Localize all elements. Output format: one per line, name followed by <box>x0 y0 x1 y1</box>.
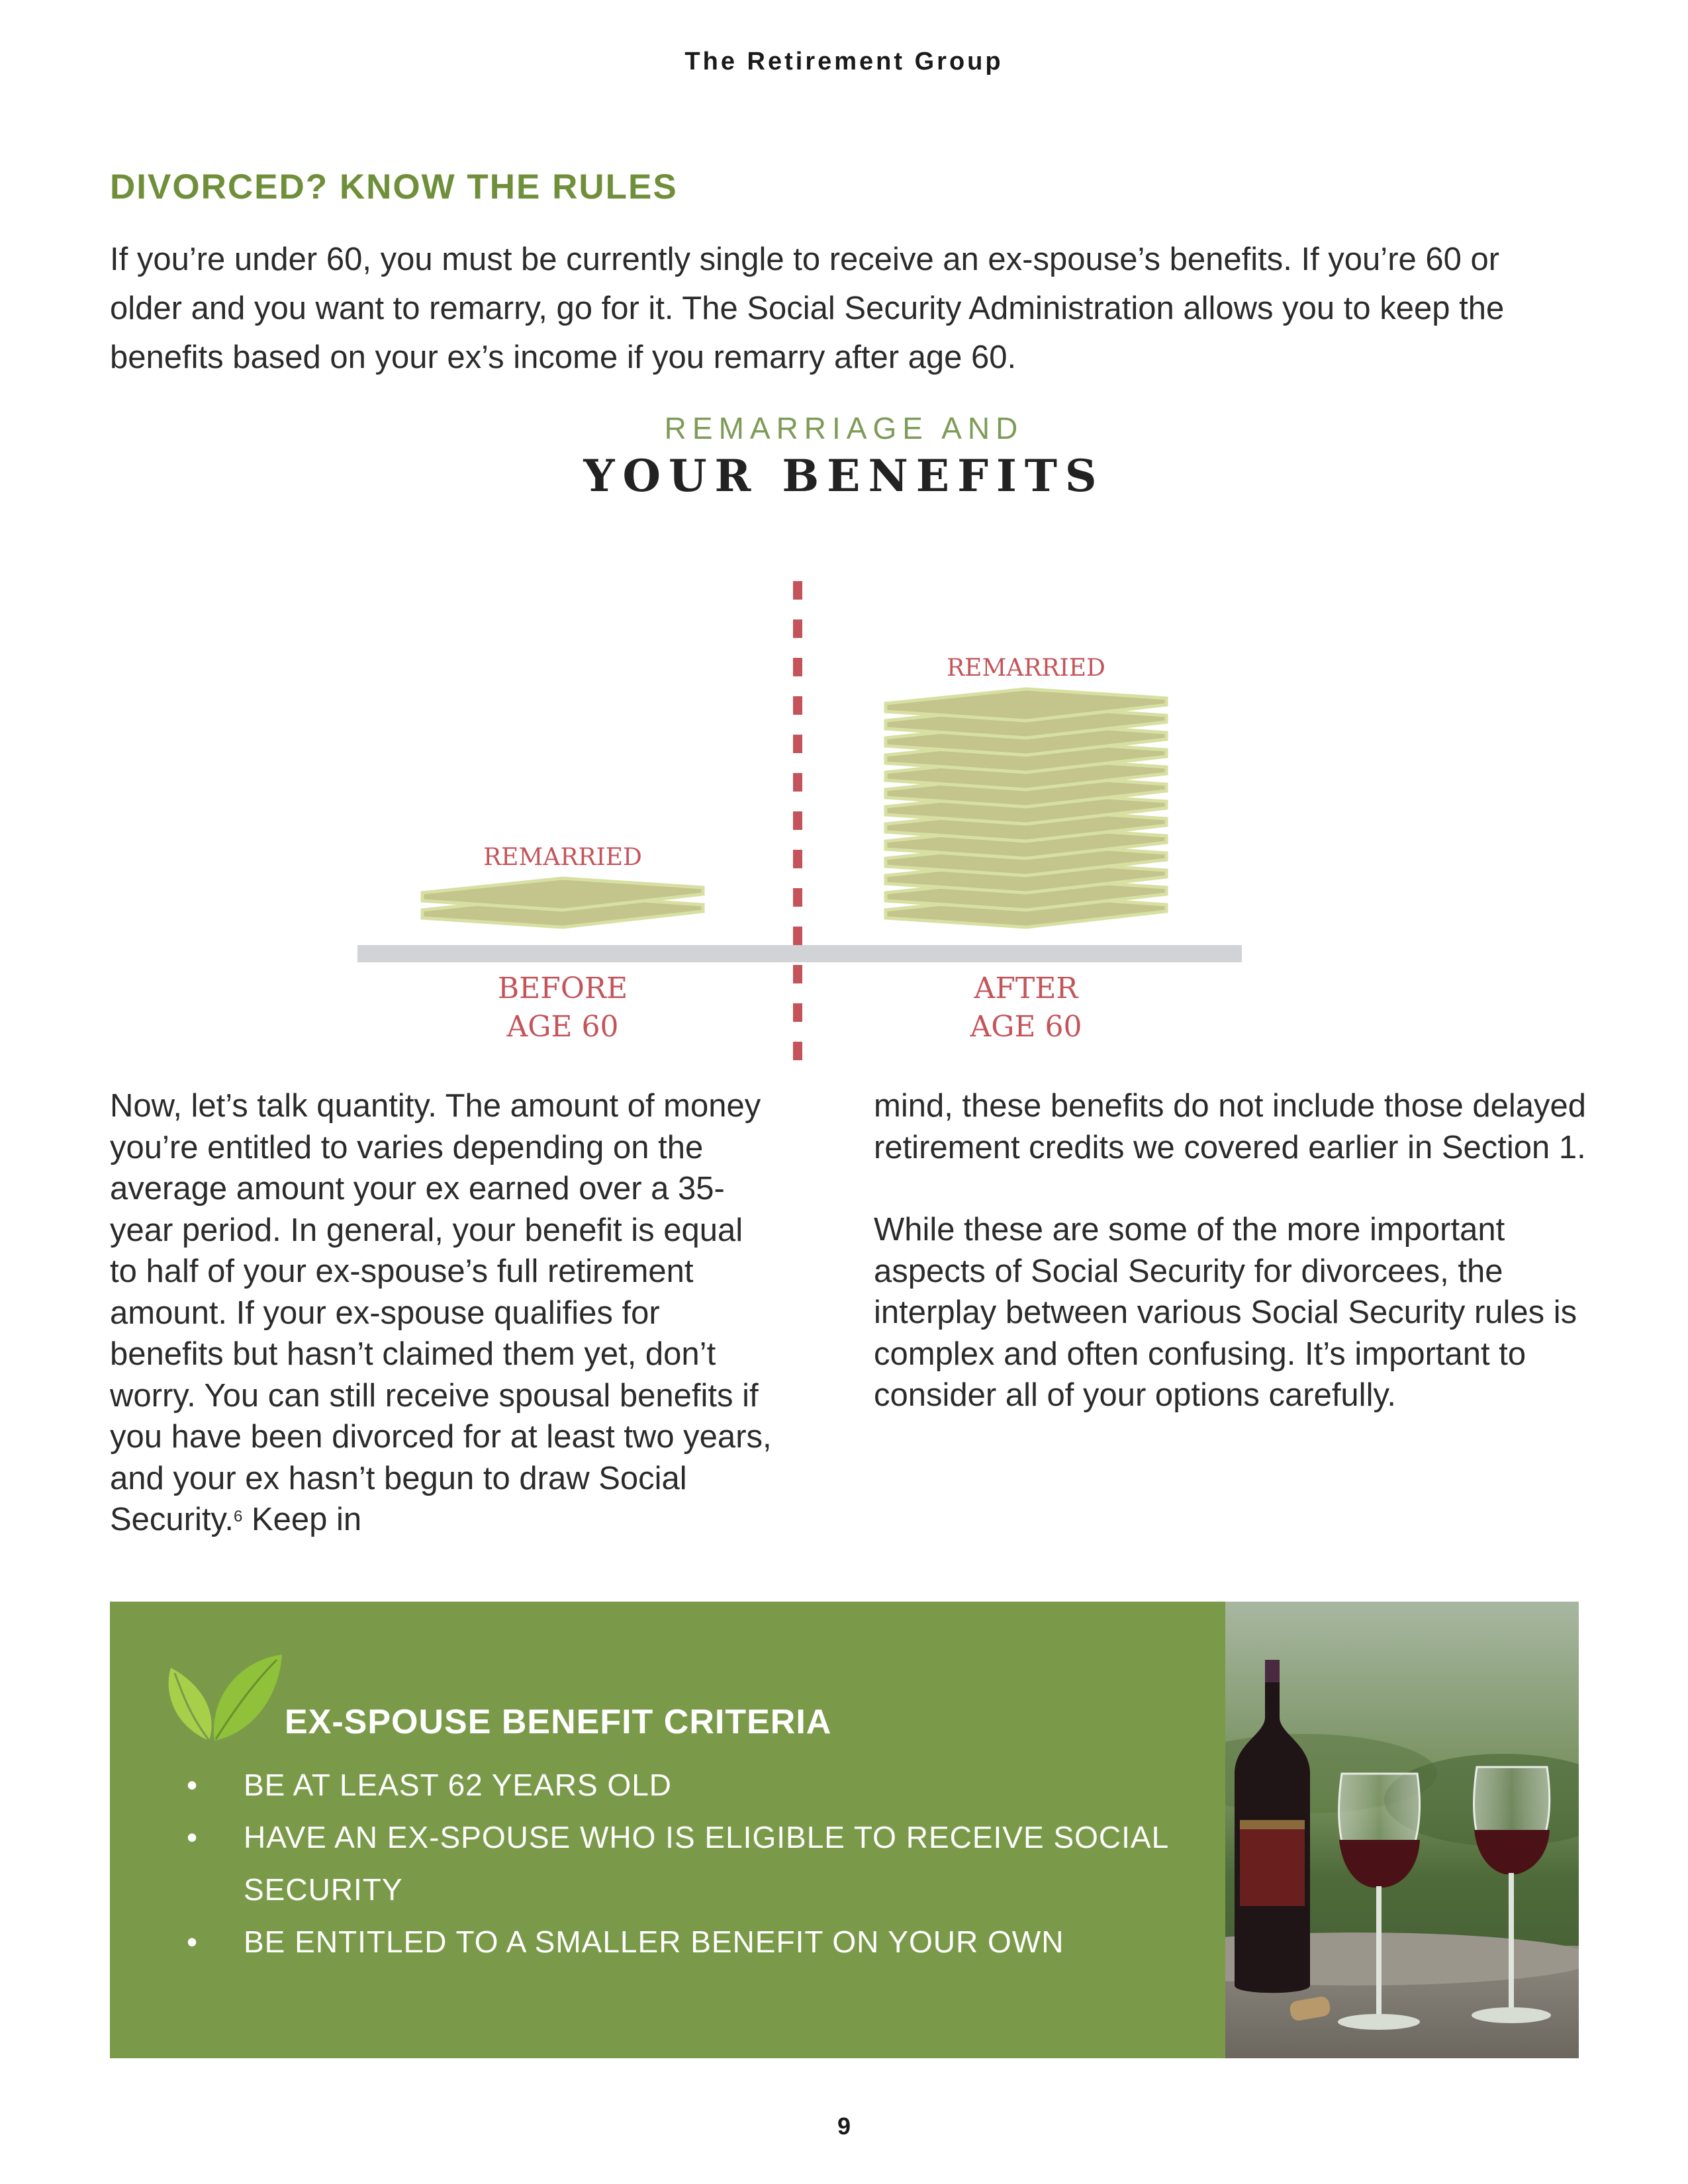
chart-bar-label: REMARRIED <box>483 844 642 871</box>
chart-bar-plate <box>886 809 1166 841</box>
chart-divider-dash <box>793 927 802 945</box>
body-column-left <box>110 1085 778 1541</box>
chart-divider-dash <box>793 850 802 868</box>
body-left-tail: Keep in <box>242 1502 362 1537</box>
chart-category-label: AGE 60 <box>970 1010 1082 1044</box>
chart-bar-plate <box>886 689 1166 721</box>
chart-divider-dash <box>793 811 802 830</box>
chart-category-label: AFTER <box>974 972 1078 1005</box>
criteria-item <box>187 1916 1217 1968</box>
criteria-item <box>187 1759 1217 1811</box>
chart-bar-plate <box>886 878 1166 910</box>
bullet: • <box>187 1820 199 1854</box>
chart-divider-dash <box>793 581 802 600</box>
chart-divider-dash <box>793 658 802 676</box>
chart-divider-dash <box>793 773 802 792</box>
criteria-title: EX-SPOUSE BENEFIT CRITERIA <box>285 1703 832 1741</box>
chart-bar-plate <box>886 741 1166 772</box>
section-heading: DIVORCED? KNOW THE RULES <box>110 167 678 206</box>
chart-category-label: AGE 60 <box>506 1010 619 1044</box>
chart-title-line2: YOUR BENEFITS <box>583 450 1105 502</box>
chart-divider-dash <box>793 965 802 983</box>
chart-title-line1: REMARRIAGE AND <box>664 411 1024 445</box>
intro-paragraph: If you’re under 60, you must be currently single to receive an ex-spouse’s benefits. If you’re 60 or older and you want to remarry, go for it. The Social Security Administration allows you to keep the benefits based on your ex’s income if you remarry after age 60. <box>110 242 1505 375</box>
chart-divider-dash <box>793 1003 802 1022</box>
chart-bar-plate <box>886 792 1166 824</box>
chart-bar-plate <box>886 775 1166 807</box>
chart-divider-dash <box>793 619 802 638</box>
criteria-list <box>187 1759 1217 1968</box>
document-header: The Retirement Group <box>684 48 1004 75</box>
bullet: • <box>187 1925 199 1959</box>
body-paragraph-right-1: mind, these benefits do not include those delayed retirement credits we covered earlier in Section 1. <box>874 1088 1587 1165</box>
chart-bar-plate <box>886 844 1166 876</box>
chart-bar-plate <box>886 827 1166 858</box>
chart-divider-dash <box>793 696 802 715</box>
criteria-item <box>187 1811 1217 1916</box>
chart-divider-dash <box>793 888 802 907</box>
criteria-item-text: BE ENTITLED TO A SMALLER BENEFIT ON YOUR OWN <box>244 1925 1064 1959</box>
leaf-icon <box>163 1648 295 1747</box>
body-paragraph-right-2: While these are some of the more important aspects of Social Security for divorcees, the interplay between various Social Security rules is complex and often confusing. It’s important to consider all of your options carefully. <box>874 1212 1577 1413</box>
wine-glasses-photo <box>1225 1602 1579 2058</box>
footnote-ref: 6 <box>233 1508 243 1525</box>
chart-category-label: BEFORE <box>497 972 628 1005</box>
chart-divider-dash <box>793 735 802 753</box>
chart-bar-plate <box>422 895 703 927</box>
body-paragraph-left <box>110 1085 778 1541</box>
chart-bar-plate <box>886 895 1166 927</box>
chart-bar-plate <box>886 723 1166 755</box>
criteria-item-text: HAVE AN EX-SPOUSE WHO IS ELIGIBLE TO RECEIVE SOCIAL SECURITY <box>244 1820 1168 1907</box>
chart-baseline <box>357 945 1242 962</box>
chart-bar-plate <box>422 878 703 910</box>
chart-bar-label: REMARRIED <box>947 655 1105 682</box>
body-left-text: Now, let’s talk quantity. The amount of money you’re entitled to varies depending on the average amount your ex earned over a 35-year period. In general, your benefit is equal to half of your ex-spouse’s full retirement amount. If your ex-spouse qualifies for benefits but hasn’t claimed them yet, don’t worry. You can still receive spousal benefits if you have been divorced for at least two years, and your ex hasn’t begun to draw Social Security. <box>110 1088 772 1537</box>
chart-divider-dash <box>793 1042 802 1060</box>
body-column-right <box>874 1085 1595 1416</box>
page-number: 9 <box>837 2113 851 2140</box>
chart-bar-plate <box>886 861 1166 893</box>
bullet: • <box>187 1768 199 1802</box>
chart-bar-plate <box>886 758 1166 790</box>
criteria-item-text: BE AT LEAST 62 YEARS OLD <box>244 1768 673 1802</box>
chart-bar-plate <box>886 706 1166 738</box>
